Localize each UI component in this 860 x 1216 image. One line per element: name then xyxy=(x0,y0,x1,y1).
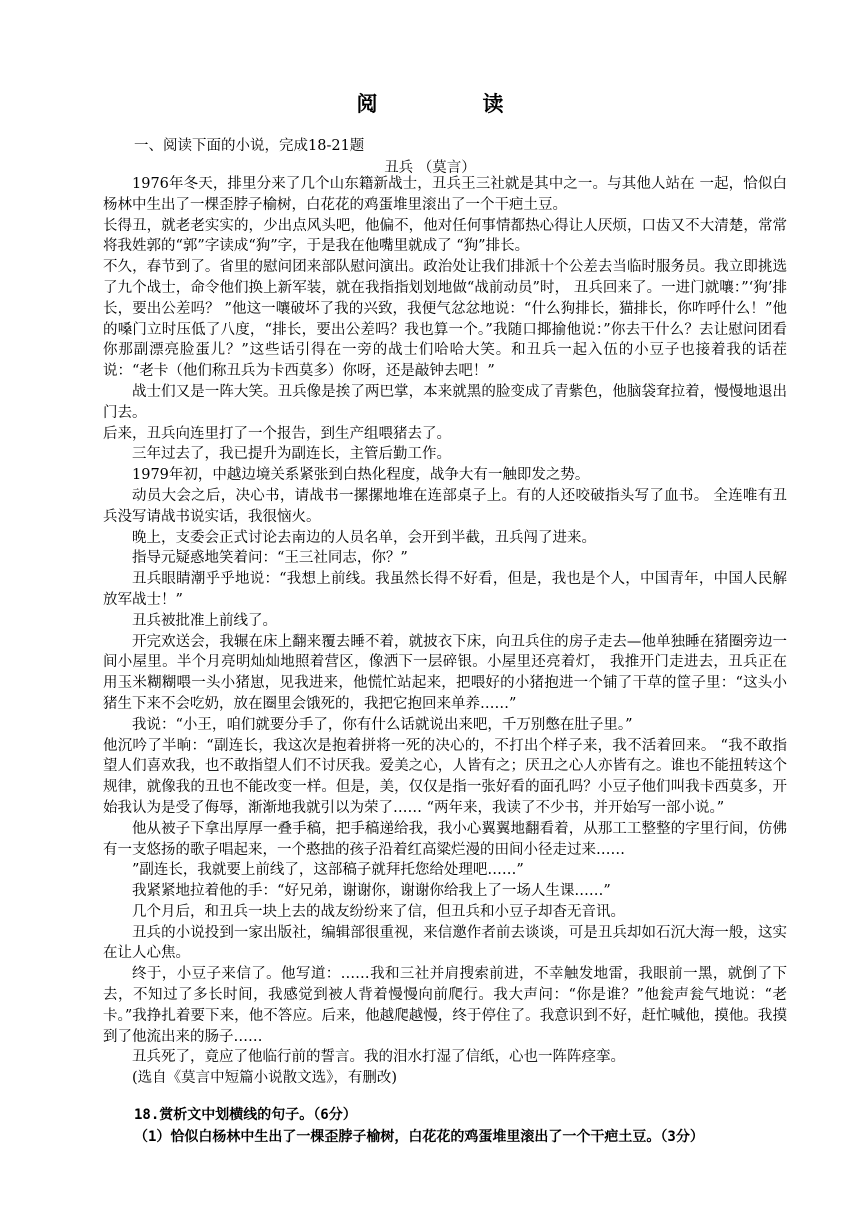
paragraph: 晚上，支委会正式讨论去南边的人员名单，会开到半截，丑兵闯了进来。 xyxy=(132,529,596,546)
paragraph: 开完欢送会，我辗在床上翻来覆去睡不着，就披衣下床，向丑兵住的房子走去—他单独睡在猪圈旁边一间小屋里。半个月亮明灿灿地照着营区，像洒下一层碎银。小屋里还亮着灯， 我推开门走进去，丑兵正在用玉米糊糊喂一头小猪崽，见我进来，他慌忙站起来，把喂好的小猪抱进一个铺了干草的筐子里：“这头小猪生下来不会吃奶，放在圈里会饿死的，我把它抱回来单养……” xyxy=(103,633,787,712)
paragraph: 丑兵死了，竟应了他临行前的誓言。我的泪水打湿了信纸，心也一阵阵痉挛。 xyxy=(132,1049,625,1066)
paragraph: 终于，小豆子来信了。他写道：……我和三社并肩搜索前进，不幸触发地雷，我眼前一黑，就倒了下去，不知过了多长时间，我感觉到被人背着慢慢向前爬行。我大声问：“你是谁？”他瓮声瓮气地说：“老卡。”我挣扎着要下来，他不答应。后来，他越爬越慢，终于停住了。我意识到不好，赶忙喊他，摸他。我摸到了他流出来的肠子…… xyxy=(103,966,787,1045)
paragraph: 1976年冬天，排里分来了几个山东籍新战士，丑兵王三社就是其中之一。与其他人站在 一起，恰似白杨林中生出了一棵歪脖子榆树，白花花的鸡蛋堆里滚出了一个干疤土豆。 xyxy=(103,176,787,213)
paragraph: 后来，丑兵向连里打了一个报告，到生产组喂猪去了。 xyxy=(103,425,451,442)
paragraph: 动员大会之后，决心书，请战书一摞摞地堆在连部桌子上。有的人还咬破指头写了血书。 全连唯有丑兵没写请战书说实话，我很恼火。 xyxy=(103,487,787,525)
paragraph: 三年过去了，我已提升为副连长，主管后勤工作。 xyxy=(132,446,451,463)
paragraph: ”副连长，我就要上前线了，这部稿子就拜托您给处理吧……” xyxy=(132,862,524,879)
story-title: 丑兵 （莫言） xyxy=(384,160,476,176)
questions-section xyxy=(134,1104,794,1148)
paragraph: 不久，春节到了。省里的慰问团来部队慰问演出。政治处让我们排派十个公差去当临时服务员。我立即挑选了九个战士，命令他们换上新军装，就在我指指划划地做“战前动员”时， 丑兵回来了。一进门就嚷：”‘狗’排长，要出公差吗？ ”他这一嚷破坏了我的兴致，我便气忿忿地说：“什么狗排长，猫排长，你咋呼什么！”他的嗓门立时压低了八度，“排长，要出公差吗？我也算一个。”我随口揶揄他说：”你去干什么？去让慰问团看你那副漂亮脸蛋儿？”这些话引得在一旁的战士们哈哈大笑。和丑兵一起入伍的小豆子也接着我的话茬说：“老卡（他们称丑兵为卡西莫多）你呀，还是敲钟去吧！” xyxy=(103,259,787,380)
paragraph: 丑兵的小说投到一家出版社，编辑部很重视，来信邀作者前去谈谈，可是丑兵却如石沉大海一般，这实在让人心焦。 xyxy=(103,924,787,962)
paragraph: 丑兵眼睛潮乎乎地说：“我想上前线。我虽然长得不好看，但是，我也是个人，中国青年，中国人民解放军战士！” xyxy=(103,571,787,608)
paragraph: 几个月后，和丑兵一块上去的战友纷纷来了信，但丑兵和小豆子却杳无音讯。 xyxy=(132,903,625,920)
paragraph: 他沉吟了半晌：“副连长，我这次是抱着拼将一死的决心的，不打出个样子来，我不活着回来。 “我不敢指望人们喜欢我，也不敢指望人们不讨厌我。爱美之心，人皆有之；厌丑之心人亦皆有之。谁也不能扭转这个规律，就像我的丑也不能改变一样。但是，美，仅仅是指一张好看的面孔吗？小豆子他们叫我卡西莫多，开始我认为是受了侮辱，渐渐地我就引以为荣了…… “两年来，我读了不少书，并开始写一部小说。” xyxy=(103,737,787,816)
page-title: 阅 读 xyxy=(356,91,546,116)
paragraph: 1979年初，中越边境关系紧张到白热化程度，战争大有一触即发之势。 xyxy=(132,467,590,484)
paragraph: 他从被子下拿出厚厚一叠手稿，把手稿递给我，我小心翼翼地翻看着，从那工工整整的字里行间，仿佛有一支悠扬的歌子唱起来，一个憨拙的孩子沿着红高粱烂漫的田间小径走过来…… xyxy=(103,820,787,858)
source-note: (选自《莫言中短篇小说散文选》，有删改) xyxy=(132,1070,398,1087)
paragraph: 我紧紧地拉着他的手：“好兄弟，谢谢你，谢谢你给我上了一场人生课……” xyxy=(132,883,611,900)
section-intro: 一、阅读下面的小说，完成18-21题 xyxy=(134,138,365,154)
question-18-part-1: （1）恰似白杨林中生出了一棵歪脖子榆树，白花花的鸡蛋堆里滚出了一个干疤土豆。（3分） xyxy=(134,1129,704,1145)
paragraph: 战士们又是一阵大笑。丑兵像是挨了两巴掌，本来就黑的脸变成了青紫色，他脑袋耷拉着，慢慢地退出门去。 xyxy=(103,383,787,421)
paragraph: 丑兵被批准上前线了。 xyxy=(132,612,277,629)
question-18: 18.赏析文中划横线的句子。（6分） xyxy=(134,1107,357,1123)
paragraph: 指导元疑惑地笑着问：“王三社同志，你？” xyxy=(132,550,408,567)
paragraph: 我说：“小王，咱们就要分手了，你有什么话就说出来吧，千万别憋在肚子里。” xyxy=(132,716,633,733)
story-body xyxy=(103,174,787,1089)
paragraph: 长得丑，就老老实实的，少出点风头吧，他偏不，他对任何事情都热心得让人厌烦，口齿又不大清楚，常常将我姓郭的“郭”字读成“狗”字，于是我在他嘴里就成了 “狗”排长。 xyxy=(103,217,787,255)
